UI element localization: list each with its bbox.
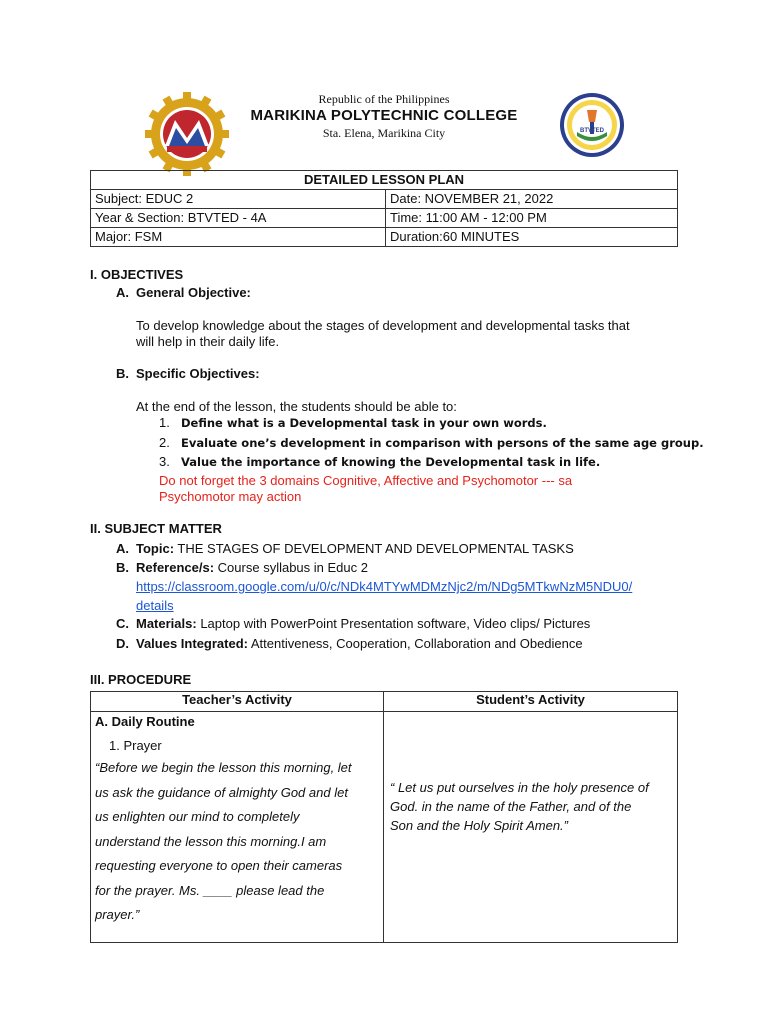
domain-note-line-2: Psychomotor may action xyxy=(159,489,302,504)
college-address: Sta. Elena, Marikina City xyxy=(322,126,446,140)
year-section-cell: Year & Section: BTVTED - 4A xyxy=(91,209,386,228)
objective-number: 3. xyxy=(159,454,170,469)
republic-line: Republic of the Philippines xyxy=(318,92,450,106)
student-line: Son and the Holy Spirit Amen.” xyxy=(390,818,568,833)
document-header xyxy=(0,92,768,140)
teacher-line: prayer.” xyxy=(95,907,140,922)
specific-objective-intro: At the end of the lesson, the students should be able to: xyxy=(136,399,457,414)
general-objective-line-1: To develop knowledge about the stages of development and developmental tasks that xyxy=(136,318,630,333)
subject-cell: Subject: EDUC 2 xyxy=(91,190,386,209)
values-title: Values Integrated: xyxy=(136,636,248,651)
values-value: Attentiveness, Cooperation, Collaboration and Obedience xyxy=(250,636,583,651)
teacher-prayer-text xyxy=(95,756,379,928)
materials-title: Materials: xyxy=(136,616,197,631)
major-cell: Major: FSM xyxy=(91,228,386,247)
materials-label: C. xyxy=(116,616,129,631)
duration-cell: Duration:60 MINUTES xyxy=(386,228,678,247)
student-line: “ Let us put ourselves in the holy presence of xyxy=(390,780,649,795)
specific-objective-title: Specific Objectives: xyxy=(136,366,260,381)
student-activity-cell xyxy=(384,712,678,943)
procedure-table xyxy=(90,691,678,943)
teacher-activity-header: Teacher’s Activity xyxy=(91,692,384,712)
reference-label: B. xyxy=(116,560,129,575)
topic-line xyxy=(136,541,574,556)
student-prayer-text xyxy=(384,712,677,835)
subject-matter-heading: II. SUBJECT MATTER xyxy=(90,521,222,536)
lesson-plan-title: DETAILED LESSON PLAN xyxy=(91,171,678,190)
general-objective-title: General Objective: xyxy=(136,285,251,300)
objective-number: 1. xyxy=(159,415,170,430)
general-objective-line-2: will help in their daily life. xyxy=(136,334,280,349)
objectives-heading: I. OBJECTIVES xyxy=(90,267,184,282)
general-objective-label: A. xyxy=(116,285,129,300)
values-label: D. xyxy=(116,636,129,651)
specific-objective-label: B. xyxy=(116,366,129,381)
materials-value: Laptop with PowerPoint Presentation software, Video clips/ Pictures xyxy=(200,616,591,631)
values-line xyxy=(136,636,583,651)
date-cell: Date: NOVEMBER 21, 2022 xyxy=(386,190,678,209)
svg-text:BTVTED: BTVTED xyxy=(580,128,604,134)
topic-value: THE STAGES OF DEVELOPMENT AND DEVELOPMENTAL TASKS xyxy=(177,541,574,556)
college-name: MARIKINA POLYTECHNIC COLLEGE xyxy=(250,107,518,124)
objective-item: Define what is a Developmental task in your own words. xyxy=(181,416,547,430)
reference-title: Reference/s: xyxy=(136,560,215,575)
teacher-line: us ask the guidance of almighty God and let xyxy=(95,784,348,800)
student-activity-header: Student’s Activity xyxy=(384,692,678,712)
topic-label: A. xyxy=(116,541,129,556)
objective-number: 2. xyxy=(159,435,170,450)
reference-line xyxy=(136,560,368,575)
student-line: God. in the name of the Father, and of the xyxy=(390,799,632,814)
reference-value: Course syllabus in Educ 2 xyxy=(217,560,368,575)
teacher-line: requesting everyone to open their cameras xyxy=(95,858,343,873)
procedure-heading: III. PROCEDURE xyxy=(90,672,192,687)
topic-title: Topic: xyxy=(136,541,175,556)
objective-item: Evaluate one’s development in comparison with persons of the same age group. xyxy=(181,436,704,450)
teacher-line: for the prayer. Ms. ____ please lead the xyxy=(95,882,325,898)
reference-link-continued[interactable]: details xyxy=(136,598,174,613)
domain-note-line-1: Do not forget the 3 domains Cognitive, Affective and Psychomotor --- sa xyxy=(159,473,573,488)
teacher-line: us enlighten our mind to completely xyxy=(95,809,300,824)
teacher-line: “Before we begin the lesson this morning, let xyxy=(95,760,352,775)
prayer-subitem: 1. Prayer xyxy=(109,738,162,753)
materials-line xyxy=(136,616,590,631)
time-cell: Time: 11:00 AM - 12:00 PM xyxy=(386,209,678,228)
objective-item: Value the importance of knowing the Developmental task in life. xyxy=(181,455,601,469)
teacher-activity-cell xyxy=(91,712,384,943)
lesson-info-table xyxy=(90,170,678,247)
teacher-line: understand the lesson this morning.I am xyxy=(95,833,327,849)
daily-routine-heading: A. Daily Routine xyxy=(95,714,195,729)
reference-link[interactable]: https://classroom.google.com/u/0/c/NDk4MTYwMDMzNjc2/m/NDg5MTkwNzM5NDU0/ xyxy=(136,579,633,594)
